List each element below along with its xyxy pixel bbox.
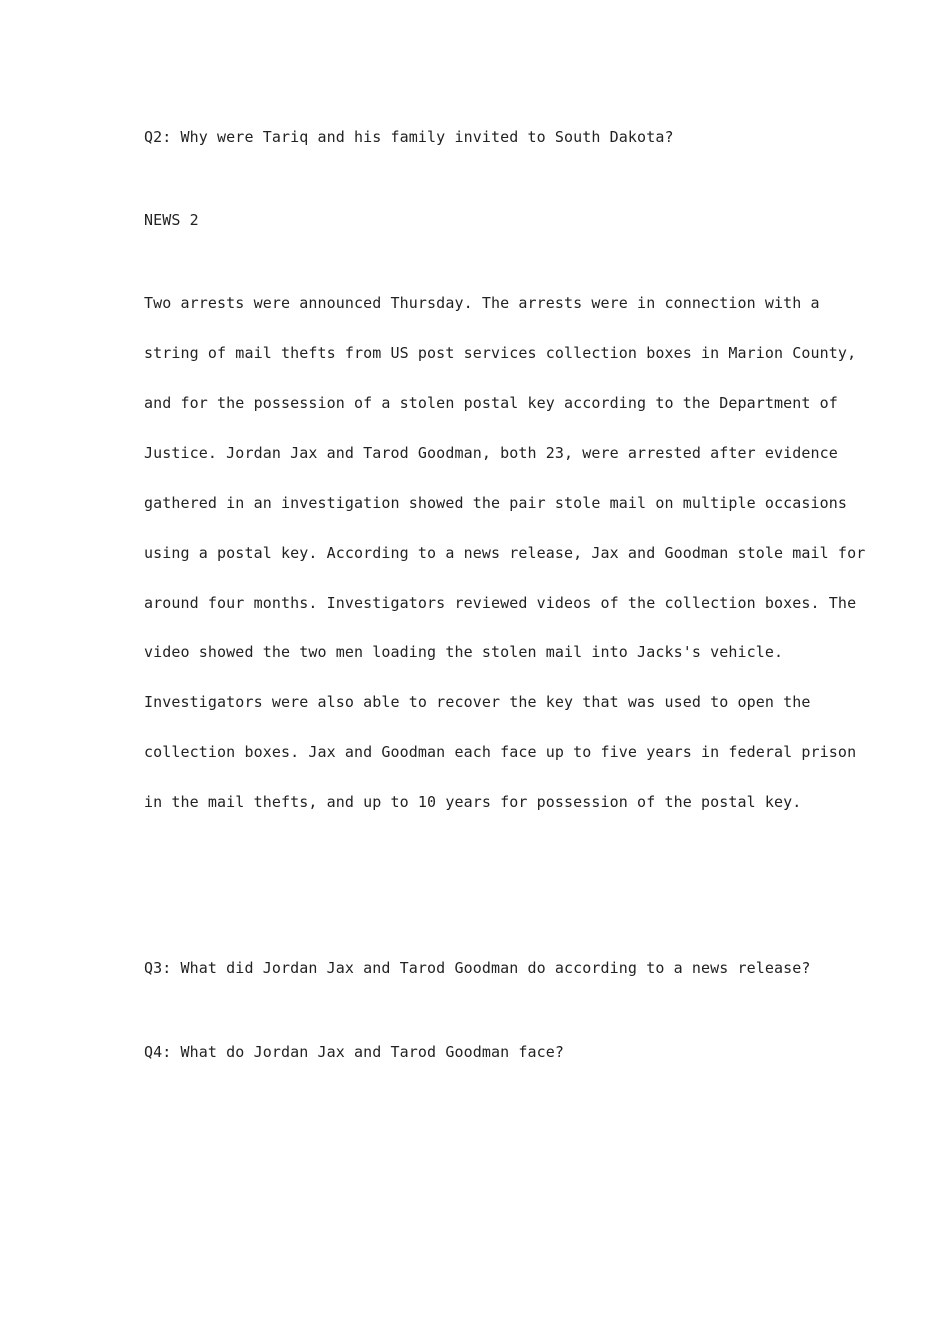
news-heading: NEWS 2 [144,211,199,229]
paragraph-line: Justice. Jordan Jax and Tarod Goodman, both 23, were arrested after evidence [144,444,838,462]
paragraph-line: Two arrests were announced Thursday. The arrests were in connection with a [144,294,820,312]
paragraph-line: string of mail thefts from US post services collection boxes in Marion County, [144,344,857,362]
question-2: Q2: Why were Tariq and his family invited to South Dakota? [144,128,674,146]
paragraph-line: video showed the two men loading the stolen mail into Jacks's vehicle. [144,643,784,661]
paragraph-line: Investigators were also able to recover the key that was used to open the [144,693,811,711]
paragraph-line: collection boxes. Jax and Goodman each face up to five years in federal prison [144,743,857,761]
paragraph-line: around four months. Investigators reviewed videos of the collection boxes. The [144,594,857,612]
question-4: Q4: What do Jordan Jax and Tarod Goodman face? [144,1043,565,1061]
paragraph-line: in the mail thefts, and up to 10 years for possession of the postal key. [144,793,802,811]
paragraph-line: and for the possession of a stolen postal key according to the Department of [144,394,838,412]
question-3: Q3: What did Jordan Jax and Tarod Goodman do according to a news release? [144,959,811,977]
paragraph-line: using a postal key. According to a news release, Jax and Goodman stole mail for [144,544,866,562]
paragraph-line: gathered in an investigation showed the pair stole mail on multiple occasions [144,494,848,512]
